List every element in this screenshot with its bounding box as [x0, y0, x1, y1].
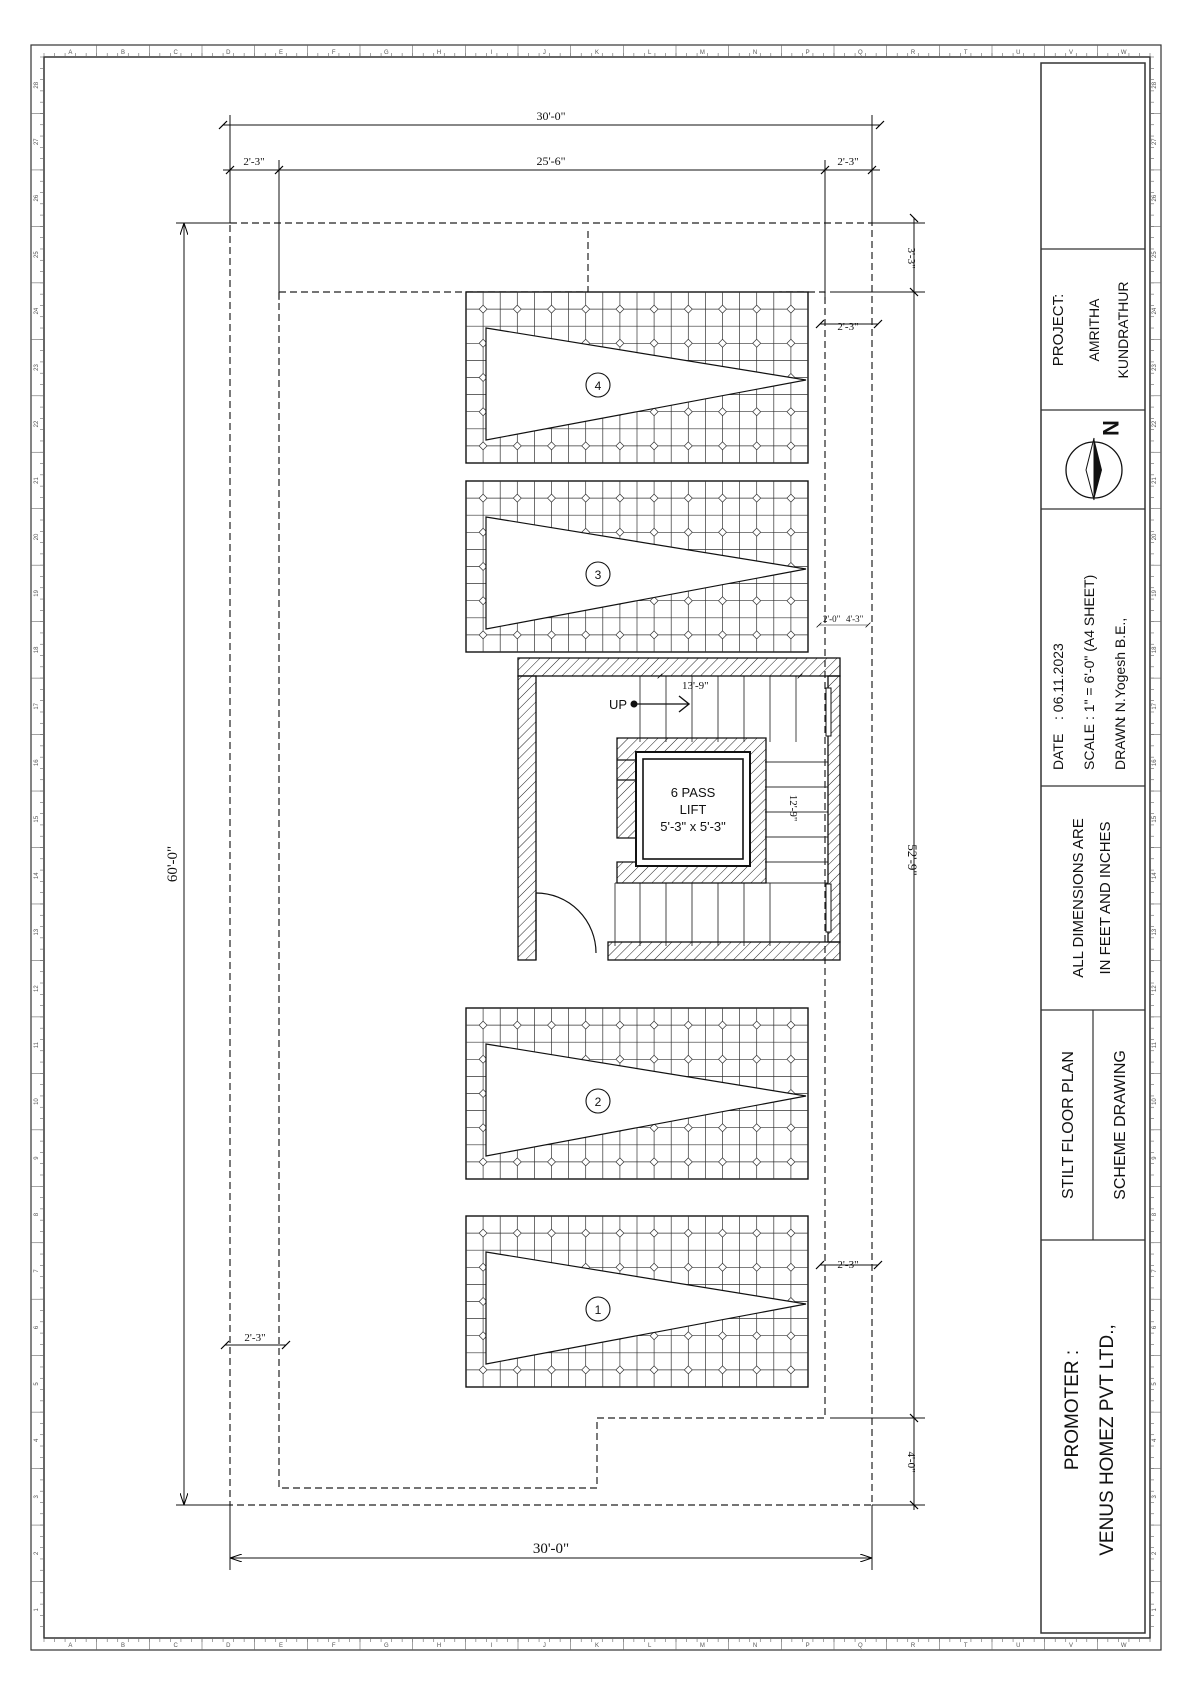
grid-number-left-2: 2 — [34, 1551, 40, 1555]
grid-number-left-16: 16 — [34, 759, 40, 767]
date-label: DATE — [1050, 733, 1066, 770]
grid-number-left-24: 24 — [34, 307, 40, 315]
stair-flight-dimension: 12'-9" — [787, 794, 799, 822]
grid-number-right-1: 1 — [1152, 1608, 1158, 1612]
grid-letter-top-p: P — [805, 50, 810, 56]
grid-number-left-19: 19 — [34, 590, 40, 597]
grid-letter-bottom-c: C — [173, 1643, 178, 1649]
parking-slot-2 — [466, 1008, 808, 1179]
grid-number-left-17: 17 — [34, 702, 40, 710]
dimensions-note-line1: ALL DIMENSIONS ARE — [1070, 818, 1087, 978]
promoter-name: VENUS HOMEZ PVT LTD., — [1097, 1324, 1118, 1556]
dim-bottom-overall: 30'-0" — [532, 1541, 570, 1557]
grid-letter-top-e: E — [278, 50, 284, 56]
north-arrow-icon — [1066, 420, 1123, 500]
stair-run-dimension: 13'-9" — [682, 680, 709, 692]
dim-right-lower-gap: 2'-3" — [837, 1259, 859, 1271]
grid-letter-top-d: D — [226, 50, 231, 56]
grid-letter-bottom-a: A — [68, 1643, 73, 1649]
parking-slot-number: 2 — [594, 1095, 602, 1109]
grid-number-right-24: 24 — [1152, 307, 1158, 315]
grid-letter-bottom-i: I — [490, 1643, 493, 1649]
grid-number-left-3: 3 — [34, 1495, 40, 1499]
grid-number-left-9: 9 — [34, 1156, 40, 1160]
grid-letter-bottom-h: H — [436, 1643, 442, 1649]
outer-border — [31, 45, 1161, 1650]
grid-number-right-16: 16 — [1152, 759, 1158, 767]
grid-letter-bottom-f: F — [331, 1643, 336, 1649]
grid-letter-top-v: V — [1068, 50, 1074, 56]
grid-letter-top-f: F — [331, 50, 336, 56]
grid-letter-top-t: T — [963, 50, 968, 56]
grid-letter-bottom-e: E — [278, 1643, 284, 1649]
dim-right-upper-gap: 2'-3" — [837, 321, 859, 333]
dim-top-left-setback: 2'-3" — [243, 156, 265, 168]
grid-letter-top-b: B — [120, 50, 126, 56]
project-line2: KUNDRATHUR — [1115, 281, 1131, 379]
grid-number-left-6: 6 — [34, 1325, 40, 1330]
stair-small-dimension-2: 4'-3" — [846, 614, 864, 624]
grid-letter-top-q: Q — [857, 50, 863, 56]
project-line1: AMRITHA — [1086, 298, 1102, 362]
grid-letter-bottom-k: K — [594, 1643, 600, 1649]
grid-number-right-10: 10 — [1152, 1098, 1158, 1105]
scale-label: SCALE — [1081, 724, 1097, 770]
dim-left-lower-setback: 2'-3" — [244, 1332, 266, 1344]
grid-letter-bottom-w: W — [1120, 1643, 1127, 1649]
grid-number-right-15: 15 — [1152, 815, 1158, 823]
grid-number-left-1: 1 — [34, 1608, 40, 1612]
grid-number-right-3: 3 — [1152, 1495, 1158, 1499]
dim-left-depth: 60'-0" — [165, 845, 181, 883]
grid-number-left-28: 28 — [34, 81, 40, 89]
grid-letter-top-m: M — [699, 50, 705, 56]
grid-number-left-14: 14 — [34, 872, 40, 880]
lift-label-line1: 6 PASS — [670, 785, 716, 800]
grid-number-left-25: 25 — [34, 251, 40, 258]
grid-number-right-28: 28 — [1152, 81, 1158, 89]
grid-letter-top-k: K — [594, 50, 600, 56]
grid-number-left-15: 15 — [34, 815, 40, 823]
lift-label-line3: 5'-3" x 5'-3" — [660, 819, 726, 834]
grid-number-right-6: 6 — [1152, 1325, 1158, 1330]
grid-letter-bottom-d: D — [226, 1643, 231, 1649]
grid-letter-top-h: H — [436, 50, 442, 56]
dimensions-note-line2: IN FEET AND INCHES — [1097, 821, 1114, 975]
grid-letter-bottom-r: R — [910, 1643, 916, 1649]
grid-number-right-5: 5 — [1152, 1382, 1158, 1386]
grid-number-left-8: 8 — [34, 1212, 40, 1217]
grid-number-right-20: 20 — [1152, 533, 1158, 541]
grid-number-right-25: 25 — [1152, 251, 1158, 258]
stair-small-dimension-1: 2'-0" — [823, 614, 841, 624]
grid-number-right-9: 9 — [1152, 1156, 1158, 1160]
parking-slot-number: 3 — [594, 568, 602, 582]
grid-number-left-22: 22 — [34, 420, 40, 428]
drawn-value: : N.Yogesh B.E., — [1112, 617, 1128, 720]
dim-right-top-setback: 3'-3" — [905, 247, 917, 269]
grid-number-left-26: 26 — [34, 194, 40, 202]
grid-number-right-21: 21 — [1152, 477, 1158, 484]
lift-label-line2: LIFT — [679, 802, 707, 817]
grid-number-right-8: 8 — [1152, 1212, 1158, 1217]
grid-letter-top-r: R — [910, 50, 916, 56]
grid-letter-bottom-t: T — [963, 1643, 968, 1649]
grid-number-left-7: 7 — [34, 1269, 40, 1273]
grid-letter-bottom-b: B — [120, 1643, 126, 1649]
dim-top-inner-width: 25'-6" — [536, 154, 566, 168]
promoter-label: PROMOTER : — [1062, 1349, 1083, 1471]
stair-lift-core — [518, 614, 868, 960]
grid-number-right-12: 12 — [1152, 985, 1158, 993]
grid-letter-bottom-g: G — [383, 1643, 389, 1649]
grid-letter-top-g: G — [383, 50, 389, 56]
date-value: : 06.11.2023 — [1050, 643, 1066, 720]
grid-letter-top-w: W — [1120, 50, 1127, 56]
plan-title: STILT FLOOR PLAN — [1060, 1051, 1077, 1199]
grid-number-right-2: 2 — [1152, 1551, 1158, 1555]
grid-letter-bottom-l: L — [647, 1643, 652, 1649]
grid-number-left-11: 11 — [34, 1042, 40, 1049]
title-block — [1041, 63, 1145, 1633]
grid-number-right-13: 13 — [1152, 928, 1158, 936]
grid-number-right-22: 22 — [1152, 420, 1158, 428]
scale-value: : 1" = 6'-0" (A4 SHEET) — [1081, 574, 1097, 720]
dim-right-depth: 52'-9" — [905, 844, 920, 876]
grid-letter-bottom-q: Q — [857, 1643, 863, 1649]
dim-top-right-setback: 2'-3" — [837, 156, 859, 168]
grid-number-right-27: 27 — [1152, 138, 1158, 146]
grid-number-left-5: 5 — [34, 1382, 40, 1386]
border-grid-ticks — [31, 45, 1161, 1650]
grid-number-right-17: 17 — [1152, 702, 1158, 710]
parking-slot-4 — [466, 292, 808, 463]
grid-number-left-12: 12 — [34, 985, 40, 993]
grid-letter-top-c: C — [173, 50, 178, 56]
grid-number-left-18: 18 — [34, 646, 40, 654]
grid-letter-bottom-j: J — [542, 1643, 546, 1649]
parking-slot-number: 1 — [594, 1303, 602, 1317]
grid-number-right-4: 4 — [1152, 1438, 1158, 1443]
grid-letter-top-j: J — [542, 50, 546, 56]
grid-number-right-7: 7 — [1152, 1269, 1158, 1273]
grid-letter-top-i: I — [490, 50, 493, 56]
grid-letter-top-a: A — [68, 50, 73, 56]
project-label: PROJECT: — [1050, 293, 1067, 367]
grid-number-right-11: 11 — [1152, 1042, 1158, 1049]
grid-number-left-21: 21 — [34, 477, 40, 484]
grid-number-right-18: 18 — [1152, 646, 1158, 654]
grid-letter-bottom-n: N — [752, 1643, 758, 1649]
grid-number-right-26: 26 — [1152, 194, 1158, 202]
grid-letter-bottom-p: P — [805, 1643, 810, 1649]
plan-subtitle: SCHEME DRAWING — [1112, 1050, 1129, 1200]
grid-letter-bottom-m: M — [699, 1643, 705, 1649]
drawn-label: DRAWN — [1112, 717, 1128, 770]
dim-top-overall: 30'-0" — [536, 109, 566, 123]
dim-right-bottom-setback: 4'-0" — [905, 1451, 917, 1473]
grid-number-left-10: 10 — [34, 1098, 40, 1105]
parking-slot-number: 4 — [594, 379, 602, 393]
grid-number-left-13: 13 — [34, 928, 40, 936]
up-label: UP — [609, 697, 628, 712]
parking-slot-1 — [466, 1216, 808, 1387]
door-swing — [536, 893, 596, 953]
grid-number-left-4: 4 — [34, 1438, 40, 1443]
grid-letter-top-l: L — [647, 50, 652, 56]
grid-number-left-20: 20 — [34, 533, 40, 541]
grid-number-right-19: 19 — [1152, 590, 1158, 597]
grid-number-right-14: 14 — [1152, 872, 1158, 880]
parking-slot-3 — [466, 481, 808, 652]
grid-letter-top-u: U — [1016, 50, 1021, 56]
grid-letter-bottom-v: V — [1068, 1643, 1074, 1649]
grid-letter-top-n: N — [752, 50, 758, 56]
grid-number-right-23: 23 — [1152, 364, 1158, 371]
grid-number-left-23: 23 — [34, 364, 40, 371]
grid-letter-bottom-u: U — [1016, 1643, 1021, 1649]
grid-number-left-27: 27 — [34, 138, 40, 146]
border-grid-labels — [34, 50, 1158, 1649]
north-label: N — [1098, 420, 1123, 436]
